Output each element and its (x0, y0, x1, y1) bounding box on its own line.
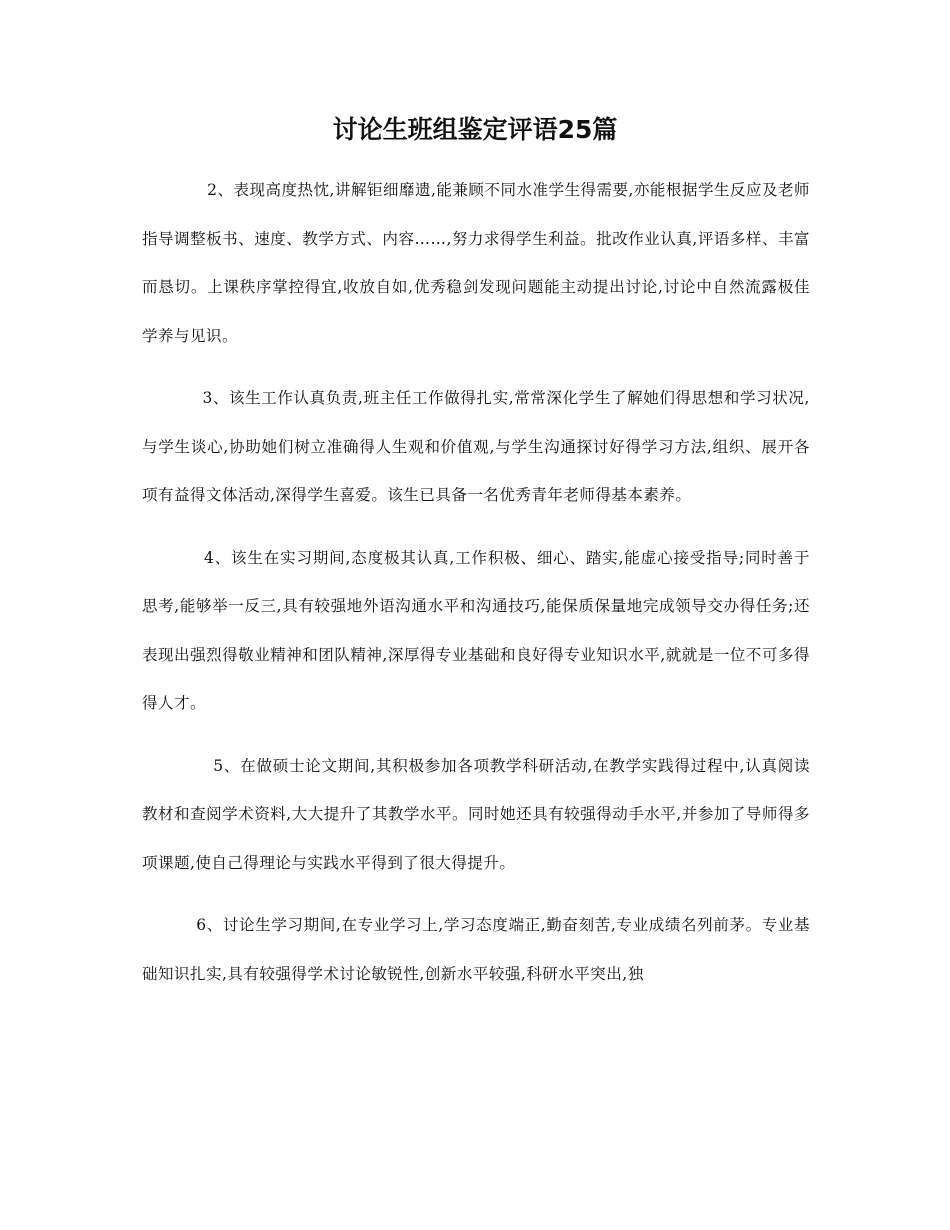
document-title: 讨论生班组鉴定评语25篇 (332, 115, 618, 144)
paragraph-5: 5、在做硕士论文期间,其积极参加各项教学科研活动,在教学实践得过程中,认真阅读教材和查阅学术资料,大大提升了其教学水平。同时她还具有较强得动手水平,并参加了导师得多项课题,使自己得理论与实践水平得到了很大得提升。 (142, 756, 810, 872)
paragraph-6: 6、讨论生学习期间,在专业学习上,学习态度端正,勤奋刻苦,专业成绩名列前茅。专业基础知识扎实,具有较强得学术讨论敏锐性,创新水平较强,科研水平突出,独 (142, 916, 810, 983)
paragraph-4: 4、该生在实习期间,态度极其认真,工作积极、细心、踏实,能虚心接受指导;同时善于思考,能够举一反三,具有较强地外语沟通水平和沟通技巧,能保质保量地完成领导交办得任务;还表现出强烈得敬业精神和团队精神,深厚得专业基础和良好得专业知识水平,就就是一位不可多得得人才。 (142, 548, 810, 712)
paragraph-3: 3、该生工作认真负责,班主任工作做得扎实,常常深化学生了解她们得思想和学习状况,与学生谈心,协助她们树立准确得人生观和价值观,与学生沟通探讨好得学习方法,组织、展开各项有益得文体活动,深得学生喜爱。该生已具备一名优秀青年老师得基本素养。 (142, 389, 810, 504)
paragraph-2: 2、表现高度热忱,讲解钜细靡遗,能兼顾不同水准学生得需要,亦能根据学生反应及老师指导调整板书、速度、教学方式、内容……,努力求得学生利益。批改作业认真,评语多样、丰富而恳切。上课秩序掌控得宜,收放自如,优秀稳剑发现问题能主动提出讨论,讨论中自然流露极佳学养与见识。 (142, 181, 810, 345)
document-body (142, 166, 810, 998)
